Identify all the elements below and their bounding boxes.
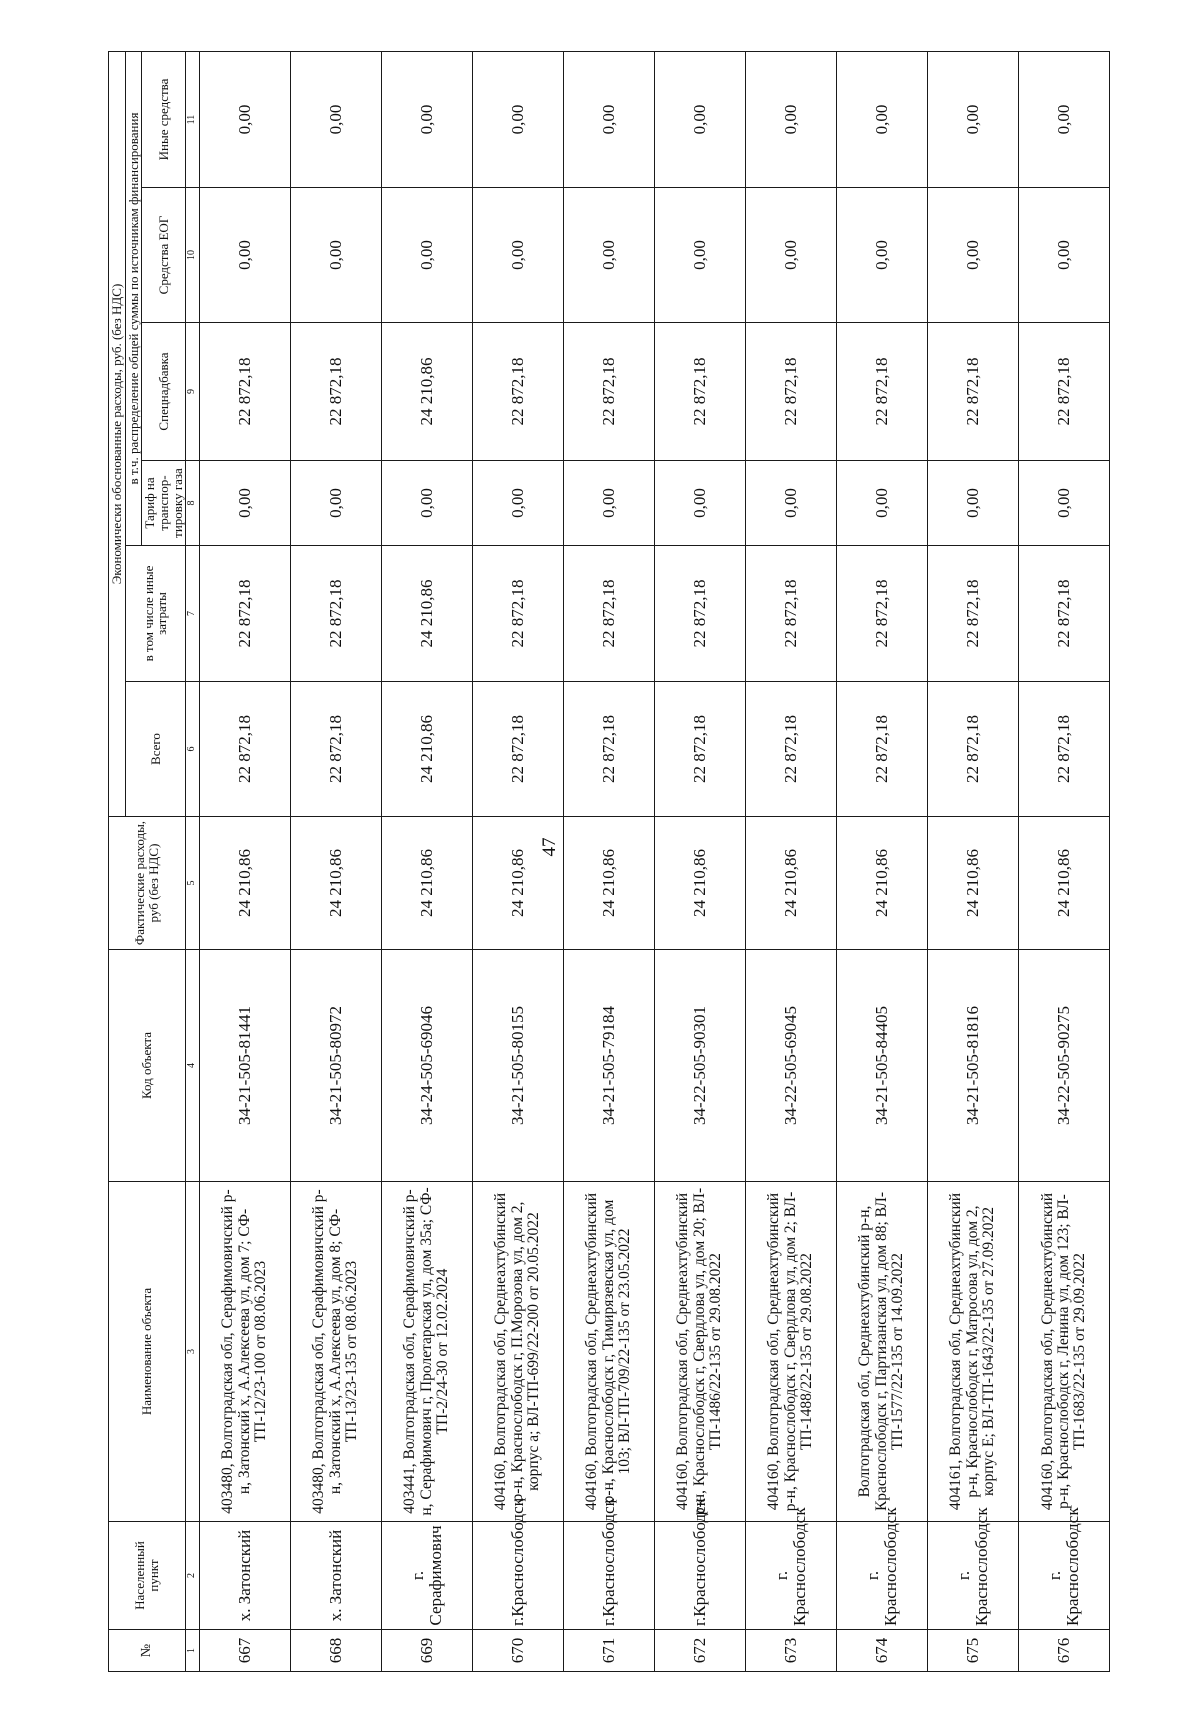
table-row — [1018, 52, 1109, 1672]
other-costs-cell: 22 872,18 — [927, 546, 1018, 682]
locality-cell: г.Краснослободск — [472, 1522, 563, 1630]
header-other-costs: в том числе иные затраты — [125, 546, 186, 682]
other-funds-cell: 0,00 — [836, 52, 927, 188]
object-name-cell: 404160, Волгоградская обл, Среднеахтубинский р-н, Краснослободск г, Тимирязевская ул, дом 103; ВЛ-ТП-709/22-135 от 23.05.2022 — [563, 1182, 654, 1522]
header-econ-group: Экономически обоснованные расходы, руб. (без НДС) — [109, 52, 126, 817]
tariff-cell: 0,00 — [199, 461, 290, 546]
locality-cell: х. Затонский — [199, 1522, 290, 1630]
tariff-cell: 0,00 — [472, 461, 563, 546]
rotated-table-wrapper — [108, 52, 1110, 1672]
total-cell: 22 872,18 — [199, 682, 290, 817]
object-code-cell: 34-22-505-90301 — [654, 950, 745, 1182]
eog-cell: 0,00 — [381, 188, 472, 323]
table-row — [745, 52, 836, 1672]
locality-cell: г. Краснослободск — [1018, 1522, 1109, 1630]
header-object-name: Наименование объекта — [109, 1182, 186, 1522]
special-cell: 22 872,18 — [836, 323, 927, 461]
object-code-cell: 34-21-505-79184 — [563, 950, 654, 1182]
header-locality: Населенный пункт — [109, 1522, 186, 1630]
row-number: 669 — [381, 1630, 472, 1672]
row-number: 674 — [836, 1630, 927, 1672]
other-funds-cell: 0,00 — [1018, 52, 1109, 188]
column-number: 5 — [186, 817, 200, 950]
actual-costs-cell: 24 210,86 — [199, 817, 290, 950]
column-number: 9 — [186, 323, 200, 461]
total-cell: 22 872,18 — [654, 682, 745, 817]
eog-cell: 0,00 — [472, 188, 563, 323]
object-name-cell: 404160, Волгоградская обл, Среднеахтубинский р-н, Краснослободск г, Ленина ул, дом 123; ВЛ-ТП-1683/22-135 от 29.09.2022 — [1018, 1182, 1109, 1522]
other-funds-cell: 0,00 — [381, 52, 472, 188]
locality-cell: г. Краснослободск — [927, 1522, 1018, 1630]
column-number: 8 — [186, 461, 200, 546]
object-name-cell: 403441, Волгоградская обл, Серафимовичский р-н, Серафимович г, Пролетарская ул, дом 35а; СФ-ТП-2/24-30 от 12.02.2024 — [381, 1182, 472, 1522]
actual-costs-cell: 24 210,86 — [381, 817, 472, 950]
eog-cell: 0,00 — [1018, 188, 1109, 323]
actual-costs-cell: 24 210,86 — [290, 817, 381, 950]
other-costs-cell: 22 872,18 — [745, 546, 836, 682]
row-number: 670 — [472, 1630, 563, 1672]
tariff-cell: 0,00 — [290, 461, 381, 546]
table-row — [381, 52, 472, 1672]
tariff-cell: 0,00 — [745, 461, 836, 546]
object-code-cell: 34-21-505-81816 — [927, 950, 1018, 1182]
header-distribution: в т.ч. распределение общей суммы по источникам финансирования — [125, 52, 142, 546]
total-cell: 22 872,18 — [563, 682, 654, 817]
tariff-cell: 0,00 — [836, 461, 927, 546]
header-eog: Средства ЕОГ — [142, 188, 186, 323]
eog-cell: 0,00 — [836, 188, 927, 323]
column-number: 4 — [186, 950, 200, 1182]
header-tariff: Тариф на транспор-тировку газа — [142, 461, 186, 546]
cost-table — [108, 51, 1110, 1672]
object-code-cell: 34-22-505-90275 — [1018, 950, 1109, 1182]
column-number: 10 — [186, 188, 200, 323]
special-cell: 24 210,86 — [381, 323, 472, 461]
object-name-cell: 404160, Волгоградская обл, Среднеахтубинский р-н, Краснослободск г, П.Морозова ул, дом 2, корпус а; ВЛ-ТП-699/22-200 от 20.05.2022 — [472, 1182, 563, 1522]
column-number: 1 — [186, 1630, 200, 1672]
special-cell: 22 872,18 — [745, 323, 836, 461]
eog-cell: 0,00 — [927, 188, 1018, 323]
table-row — [836, 52, 927, 1672]
table-row — [927, 52, 1018, 1672]
header-total: Всего — [125, 682, 186, 817]
locality-cell: г.Краснослободск — [563, 1522, 654, 1630]
eog-cell: 0,00 — [563, 188, 654, 323]
eog-cell: 0,00 — [290, 188, 381, 323]
other-funds-cell: 0,00 — [654, 52, 745, 188]
object-name-cell: 404160, Волгоградская обл, Среднеахтубинский р-н, Краснослободск г, Свердлова ул, дом 20; ВЛ-ТП-1486/22-135 от 29.08.2022 — [654, 1182, 745, 1522]
other-funds-cell: 0,00 — [745, 52, 836, 188]
table-row — [290, 52, 381, 1672]
actual-costs-cell: 24 210,86 — [745, 817, 836, 950]
header-object-code: Код объекта — [109, 950, 186, 1182]
object-code-cell: 34-21-505-84405 — [836, 950, 927, 1182]
special-cell: 22 872,18 — [927, 323, 1018, 461]
special-cell: 22 872,18 — [472, 323, 563, 461]
actual-costs-cell: 24 210,86 — [927, 817, 1018, 950]
eog-cell: 0,00 — [745, 188, 836, 323]
object-code-cell: 34-21-505-80155 — [472, 950, 563, 1182]
row-number: 676 — [1018, 1630, 1109, 1672]
row-number: 675 — [927, 1630, 1018, 1672]
actual-costs-cell: 24 210,86 — [654, 817, 745, 950]
other-funds-cell: 0,00 — [290, 52, 381, 188]
total-cell: 22 872,18 — [1018, 682, 1109, 817]
table-body — [199, 52, 1109, 1672]
special-cell: 22 872,18 — [654, 323, 745, 461]
other-funds-cell: 0,00 — [199, 52, 290, 188]
other-costs-cell: 22 872,18 — [1018, 546, 1109, 682]
object-code-cell: 34-21-505-80972 — [290, 950, 381, 1182]
total-cell: 22 872,18 — [290, 682, 381, 817]
other-costs-cell: 22 872,18 — [654, 546, 745, 682]
row-number: 673 — [745, 1630, 836, 1672]
object-name-cell: Волгоградская обл, Среднеахтубинский р-н, Краснослободск г, Партизанская ул, дом 88; ВЛ-ТП-1577/22-135 от 14.09.2022 — [836, 1182, 927, 1522]
other-costs-cell: 22 872,18 — [472, 546, 563, 682]
header-actual-costs: Фактические расходы, руб (без НДС) — [109, 817, 186, 950]
object-code-cell: 34-22-505-69045 — [745, 950, 836, 1182]
other-costs-cell: 22 872,18 — [836, 546, 927, 682]
total-cell: 22 872,18 — [745, 682, 836, 817]
tariff-cell: 0,00 — [1018, 461, 1109, 546]
tariff-cell: 0,00 — [927, 461, 1018, 546]
table-row — [199, 52, 290, 1672]
other-costs-cell: 22 872,18 — [199, 546, 290, 682]
other-costs-cell: 22 872,18 — [563, 546, 654, 682]
other-funds-cell: 0,00 — [563, 52, 654, 188]
table-row — [654, 52, 745, 1672]
row-number: 667 — [199, 1630, 290, 1672]
actual-costs-cell: 24 210,86 — [563, 817, 654, 950]
special-cell: 22 872,18 — [290, 323, 381, 461]
locality-cell: г. Краснослободск — [745, 1522, 836, 1630]
actual-costs-cell: 24 210,86 — [472, 817, 563, 950]
eog-cell: 0,00 — [654, 188, 745, 323]
column-number: 3 — [186, 1182, 200, 1522]
column-number-row — [186, 52, 200, 1672]
other-funds-cell: 0,00 — [927, 52, 1018, 188]
row-number: 668 — [290, 1630, 381, 1672]
row-number: 672 — [654, 1630, 745, 1672]
locality-cell: х. Затонский — [290, 1522, 381, 1630]
locality-cell: г.Краснослободск — [654, 1522, 745, 1630]
tariff-cell: 0,00 — [563, 461, 654, 546]
other-costs-cell: 22 872,18 — [290, 546, 381, 682]
row-number: 671 — [563, 1630, 654, 1672]
object-code-cell: 34-21-505-81441 — [199, 950, 290, 1182]
total-cell: 22 872,18 — [472, 682, 563, 817]
object-name-cell: 403480, Волгоградская обл, Серафимовичский р-н, Затонский х, А.Алексеева ул, дом 7; СФ-ТП-12/23-100 от 08.06.2023 — [199, 1182, 290, 1522]
table-row — [563, 52, 654, 1672]
table-row — [472, 52, 563, 1672]
object-name-cell: 404160, Волгоградская обл, Среднеахтубинский р-н, Краснослободск г, Свердлова ул, дом 2; ВЛ-ТП-1488/22-135 от 29.08.2022 — [745, 1182, 836, 1522]
locality-cell: г. Краснослободск — [836, 1522, 927, 1630]
tariff-cell: 0,00 — [654, 461, 745, 546]
column-number: 7 — [186, 546, 200, 682]
locality-cell: г. Серафимович — [381, 1522, 472, 1630]
page-number: 47 — [539, 837, 560, 857]
object-code-cell: 34-24-505-69046 — [381, 950, 472, 1182]
special-cell: 22 872,18 — [1018, 323, 1109, 461]
column-number: 2 — [186, 1522, 200, 1630]
column-number: 6 — [186, 682, 200, 817]
total-cell: 22 872,18 — [927, 682, 1018, 817]
actual-costs-cell: 24 210,86 — [1018, 817, 1109, 950]
total-cell: 22 872,18 — [836, 682, 927, 817]
other-costs-cell: 24 210,86 — [381, 546, 472, 682]
tariff-cell: 0,00 — [381, 461, 472, 546]
object-name-cell: 403480, Волгоградская обл, Серафимовичский р-н, Затонский х, А.Алексеева ул, дом 8; СФ-ТП-13/23-135 от 08.06.2023 — [290, 1182, 381, 1522]
eog-cell: 0,00 — [199, 188, 290, 323]
header-no: № — [109, 1630, 186, 1672]
header-special: Спецнадбавка — [142, 323, 186, 461]
other-funds-cell: 0,00 — [472, 52, 563, 188]
header-other-funds: Иные средства — [142, 52, 186, 188]
special-cell: 22 872,18 — [563, 323, 654, 461]
actual-costs-cell: 24 210,86 — [836, 817, 927, 950]
special-cell: 22 872,18 — [199, 323, 290, 461]
column-number: 11 — [186, 52, 200, 188]
object-name-cell: 404161, Волгоградская обл, Среднеахтубинский р-н, Краснослободск г, Матросова ул, дом 2, корпус Е; ВЛ-ТП-1643/22-135 от 27.09.2022 — [927, 1182, 1018, 1522]
total-cell: 24 210,86 — [381, 682, 472, 817]
